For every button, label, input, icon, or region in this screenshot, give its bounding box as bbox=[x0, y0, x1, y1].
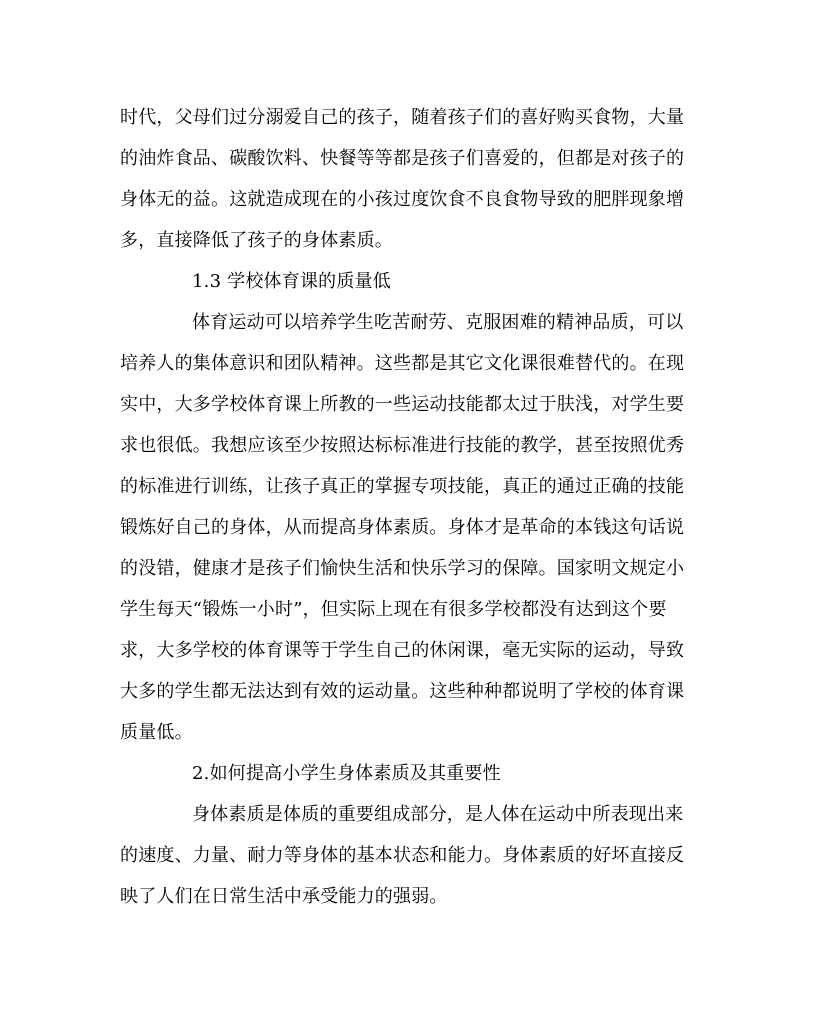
text-line: 体育运动可以培养学生吃苦耐劳、克服困难的精神品质，可以 bbox=[192, 312, 684, 333]
text-line: 身体无的益。这就造成现在的小孩过度饮食不良食物导致的肥胖现象增 bbox=[120, 189, 685, 210]
document-text bbox=[120, 97, 700, 917]
text-line: 实中，大多学校体育课上所教的一些运动技能都太过于肤浅，对学生要 bbox=[120, 394, 685, 415]
text-line: 质量低。 bbox=[120, 722, 193, 743]
text-line: 的标准进行训练，让孩子真正的掌握专项技能，真正的通过正确的技能 bbox=[120, 476, 685, 497]
text-line: 学生每天“锻炼一小时”，但实际上现在有很多学校都没有达到这个要 bbox=[120, 599, 667, 620]
text-line: 求，大多学校的体育课等于学生自己的休闲课，毫无实际的运动，导致 bbox=[120, 640, 685, 661]
text-line: 身体素质是体质的重要组成部分，是人体在运动中所表现出来 bbox=[192, 804, 684, 825]
text-line: 大多的学生都无法达到有效的运动量。这些种种都说明了学校的体育课 bbox=[120, 681, 685, 702]
text-line: 多，直接降低了孩子的身体素质。 bbox=[120, 230, 393, 251]
text-line: 的油炸食品、碳酸饮料、快餐等等都是孩子们喜爱的，但都是对孩子的 bbox=[120, 148, 685, 169]
text-line: 求也很低。我想应该至少按照达标标准进行技能的教学，甚至按照优秀 bbox=[120, 435, 685, 456]
text-line: 锻炼好自己的身体，从而提高身体素质。身体才是革命的本钱这句话说 bbox=[120, 517, 685, 538]
text-line: 的速度、力量、耐力等身体的基本状态和能力。身体素质的好坏直接反 bbox=[120, 845, 685, 866]
text-line: 映了人们在日常生活中承受能力的强弱。 bbox=[120, 886, 448, 907]
section-heading: 2.如何提高小学生身体素质及其重要性 bbox=[192, 763, 501, 784]
section-heading: 1.3 学校体育课的质量低 bbox=[192, 271, 391, 292]
text-line: 时代，父母们过分溺爱自己的孩子，随着孩子们的喜好购买食物，大量 bbox=[120, 107, 685, 128]
text-line: 培养人的集体意识和团队精神。这些都是其它文化课很难替代的。在现 bbox=[120, 353, 685, 374]
text-line: 的没错，健康才是孩子们愉快生活和快乐学习的保障。国家明文规定小 bbox=[120, 558, 685, 579]
